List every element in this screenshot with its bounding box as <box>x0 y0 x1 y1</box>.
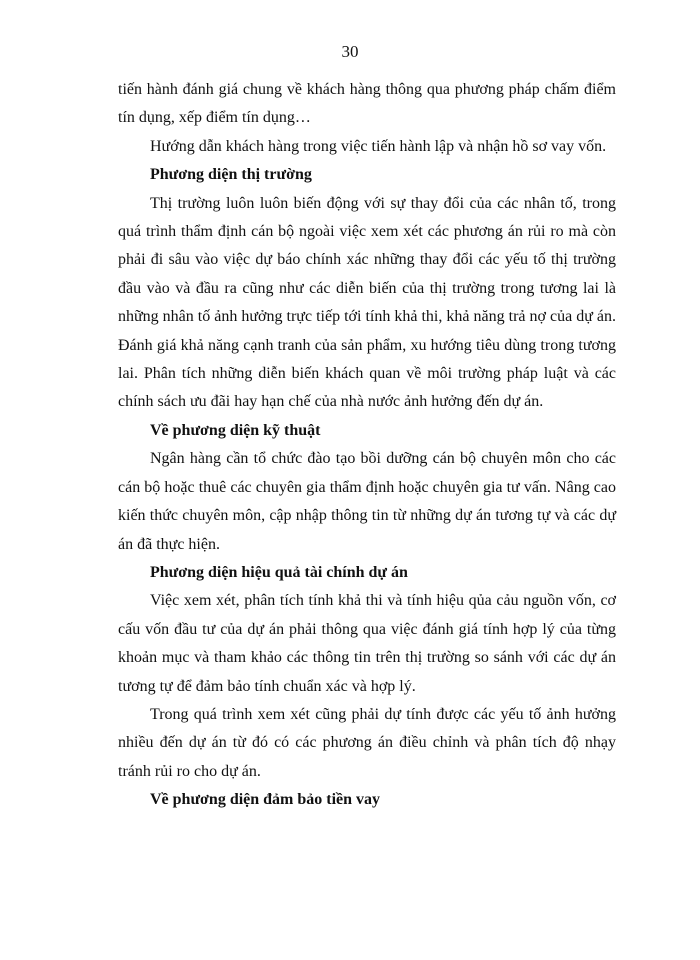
paragraph: Thị trường luôn luôn biến động với sự thay đổi của các nhân tố, trong quá trình thẩm định cán bộ ngoài việc xem xét các phương án rủi ro mà còn phải đi sâu vào việc dự báo chính xác những thay đổi các yếu tố thị trường đầu vào và đầu ra cũng như các diễn biến của thị trường trong tương lai là những nhân tố ảnh hưởng trực tiếp tới tính khả thi, khả năng trả nợ của dự án. Đánh giá khả năng cạnh tranh của sản phẩm, xu hướng tiêu dùng trong tương lai. Phân tích những diễn biến khách quan về môi trường pháp luật và các chính sách ưu đãi hay hạn chế của nhà nước ảnh hưởng đến dự án. <box>118 194 616 411</box>
section-heading: Phương diện thị trường <box>150 166 312 184</box>
paragraph: Việc xem xét, phân tích tính khả thi và tính hiệu qủa cảu nguồn vốn, cơ cấu vốn đầu tư của dự án phải thông qua việc đánh giá tính hợp lý của từng khoản mục và tham khảo các thông tin trên thị trường so sánh với các dự án tương tự để đảm bảo tính chuẩn xác và hợp lý. <box>118 592 616 695</box>
section-heading: Về phương diện đảm bảo tiền vay <box>150 791 381 809</box>
page-number: 30 <box>341 42 359 61</box>
paragraph: Hướng dẫn khách hàng trong việc tiến hành lập và nhận hồ sơ vay vốn. <box>150 137 607 155</box>
document-body <box>118 76 616 815</box>
section-heading: Về phương diện kỹ thuật <box>150 421 321 439</box>
paragraph: Ngân hàng cần tổ chức đào tạo bồi dưỡng cán bộ chuyên môn cho các cán bộ hoặc thuê các chuyên gia thẩm định hoặc chuyên gia tư vấn. Nâng cao kiến thức chuyên môn, cập nhập thông tin từ những dự án tương tự và các dự án đã thực hiện. <box>118 450 616 553</box>
paragraph-continuation: tiến hành đánh giá chung về khách hàng thông qua phương pháp chấm điểm tín dụng, xếp điểm tín dụng… <box>118 81 616 127</box>
paragraph: Trong quá trình xem xét cũng phải dự tính được các yếu tố ảnh hưởng nhiều đến dự án từ đó có các phương án điều chỉnh và phân tích độ nhạy tránh rủi ro cho dự án. <box>118 705 616 780</box>
section-heading: Phương diện hiệu quả tài chính dự án <box>150 563 408 581</box>
